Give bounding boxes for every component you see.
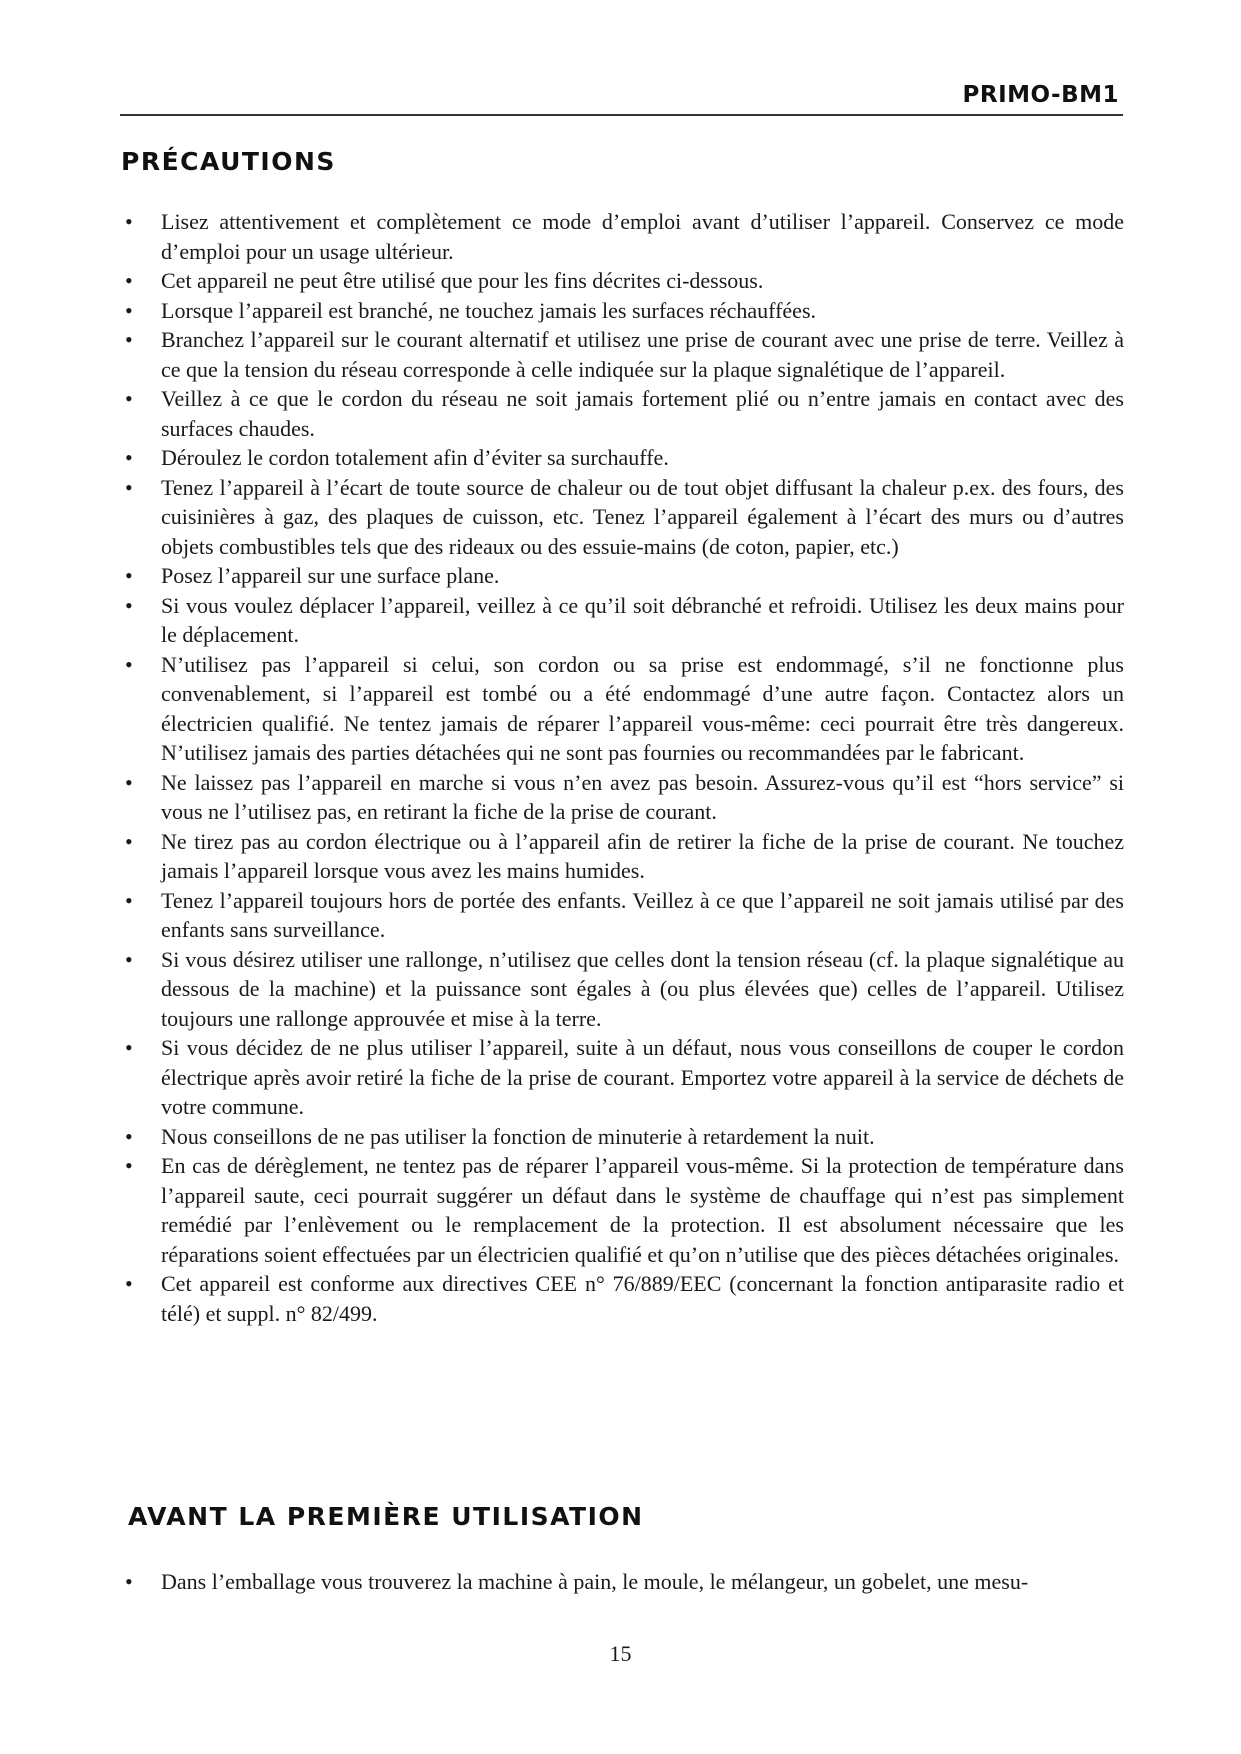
list-item: • Tenez l’appareil toujours hors de portée des enfants. Veillez à ce que l’appareil ne soit jamais utilisé par des enfants sans surveillance. — [125, 887, 1124, 942]
section-title-first-use: AVANT LA PREMIÈRE UTILISATION — [128, 1502, 644, 1531]
page-number: 15 — [609, 1641, 632, 1666]
section-title-precautions: PRÉCAUTIONS — [121, 147, 336, 176]
bullet-icon: • — [125, 651, 133, 677]
bullet-icon: • — [125, 474, 133, 500]
list-item: • Ne laissez pas l’appareil en marche si vous n’en avez pas besoin. Assurez-vous qu’il est “hors service” si vous ne l’utilisez pas, en retirant la fiche de la prise de courant. — [125, 769, 1124, 824]
bullet-icon: • — [125, 1123, 133, 1149]
bullet-icon: • — [125, 828, 133, 854]
list-item: • Si vous désirez utiliser une rallonge, n’utilisez que celles dont la tension réseau (cf. la plaque signalétique au dessous de la machine) et la puissance sont égales à (ou plus élevées que) celles de l’appareil. Utilisez toujours une rallonge approuvée et mise à la terre. — [125, 946, 1124, 1031]
list-item: • Posez l’appareil sur une surface plane. — [121, 561, 1124, 591]
bullet-icon: • — [125, 1035, 133, 1060]
bullet-icon: • — [125, 592, 133, 618]
bullet-icon: • — [125, 209, 133, 234]
list-item: • Branchez l’appareil sur le courant alternatif et utilisez une prise de courant avec une prise de terre. Veillez à ce que la tension du réseau corresponde à celle indiquée sur la plaque signalétique de l’appareil. — [125, 327, 1124, 382]
bullet-icon: • — [125, 1153, 133, 1178]
list-item: • Nous conseillons de ne pas utiliser la fonction de minuterie à retardement la nuit. — [121, 1122, 1124, 1152]
bullet-icon: • — [125, 1569, 133, 1594]
bullet-icon: • — [125, 946, 133, 972]
list-item: • En cas de dérèglement, ne tentez pas de réparer l’appareil vous-même. Si la protection de température dans l’appareil saute, ceci pourrait suggérer un défaut dans le système de chauffage qui n’est pas simplement remédié par l’enlèvement ou le remplacement de la protection. Il est absolument nécessaire que les réparations soient effectuées par un électricien qualifié et qu’on n’utilise que des pièces détachées originales. — [125, 1153, 1124, 1267]
list-item: • Tenez l’appareil à l’écart de toute source de chaleur ou de tout objet diffusant la chaleur p.ex. des fours, des cuisinières à gaz, des plaques de cuisson, etc. Tenez l’appareil également à l’écart des murs ou d’autres objets combustibles tels que des rideaux ou des essuie-mains (de coton, papier, etc.) — [125, 474, 1124, 559]
bullet-icon: • — [125, 297, 133, 323]
bullet-icon: • — [125, 769, 133, 795]
list-item: • Lisez attentivement et complètement ce mode d’emploi avant d’utiliser l’appareil. Conservez ce mode d’emploi pour un usage ultérieur. — [125, 209, 1124, 264]
bullet-icon: • — [125, 563, 133, 588]
first-use-list — [121, 1567, 1124, 1597]
precautions-list — [121, 207, 1124, 1328]
bullet-icon: • — [125, 268, 133, 293]
bullet-icon: • — [125, 1271, 133, 1296]
list-item: • Cet appareil ne peut être utilisé que pour les fins décrites ci-dessous. — [121, 266, 1124, 296]
list-item: • Si vous décidez de ne plus utiliser l’appareil, suite à un défaut, nous vous conseillons de couper le cordon électrique après avoir retiré la fiche de la prise de courant. Emportez votre appareil à la service de déchets de votre commune. — [125, 1035, 1124, 1119]
list-item: • Si vous voulez déplacer l’appareil, veillez à ce qu’il soit débranché et refroidi. Utilisez les deux mains pour le déplacement. — [125, 592, 1124, 647]
bullet-icon: • — [125, 386, 133, 411]
list-item: • Veillez à ce que le cordon du réseau ne soit jamais fortement plié ou n’entre jamais en contact avec des surfaces chaudes. — [125, 386, 1124, 441]
header-divider — [120, 114, 1123, 116]
bullet-icon: • — [125, 445, 133, 470]
model-header: PRIMO-BM1 — [962, 82, 1119, 108]
list-item: • Cet appareil est conforme aux directives CEE n° 76/889/EEC (concernant la fonction antiparasite radio et télé) et suppl. n° 82/499. — [125, 1271, 1124, 1326]
bullet-icon: • — [125, 887, 133, 913]
list-item: • Déroulez le cordon totalement afin d’éviter sa surchauffe. — [121, 443, 1124, 473]
list-item: • Lorsque l’appareil est branché, ne touchez jamais les surfaces réchauffées. — [121, 296, 1124, 326]
bullet-icon: • — [125, 327, 133, 352]
list-item: • N’utilisez pas l’appareil si celui, son cordon ou sa prise est endommagé, s’il ne fonctionne plus convenablement, si l’appareil est tombé ou a été endommagé d’une autre façon. Contactez alors un électricien qualifié. Ne tentez jamais de réparer l’appareil vous-même: ceci pourrait être très dangereux. N’utilisez jamais des parties détachées qui ne sont pas fournies ou recommandées par le fabricant. — [125, 651, 1124, 765]
list-item: • Ne tirez pas au cordon électrique ou à l’appareil afin de retirer la fiche de la prise de courant. Ne touchez jamais l’appareil lorsque vous avez les mains humides. — [125, 828, 1124, 883]
list-item: • Dans l’emballage vous trouverez la machine à pain, le moule, le mélangeur, un gobelet, une mesu- — [121, 1567, 1124, 1597]
